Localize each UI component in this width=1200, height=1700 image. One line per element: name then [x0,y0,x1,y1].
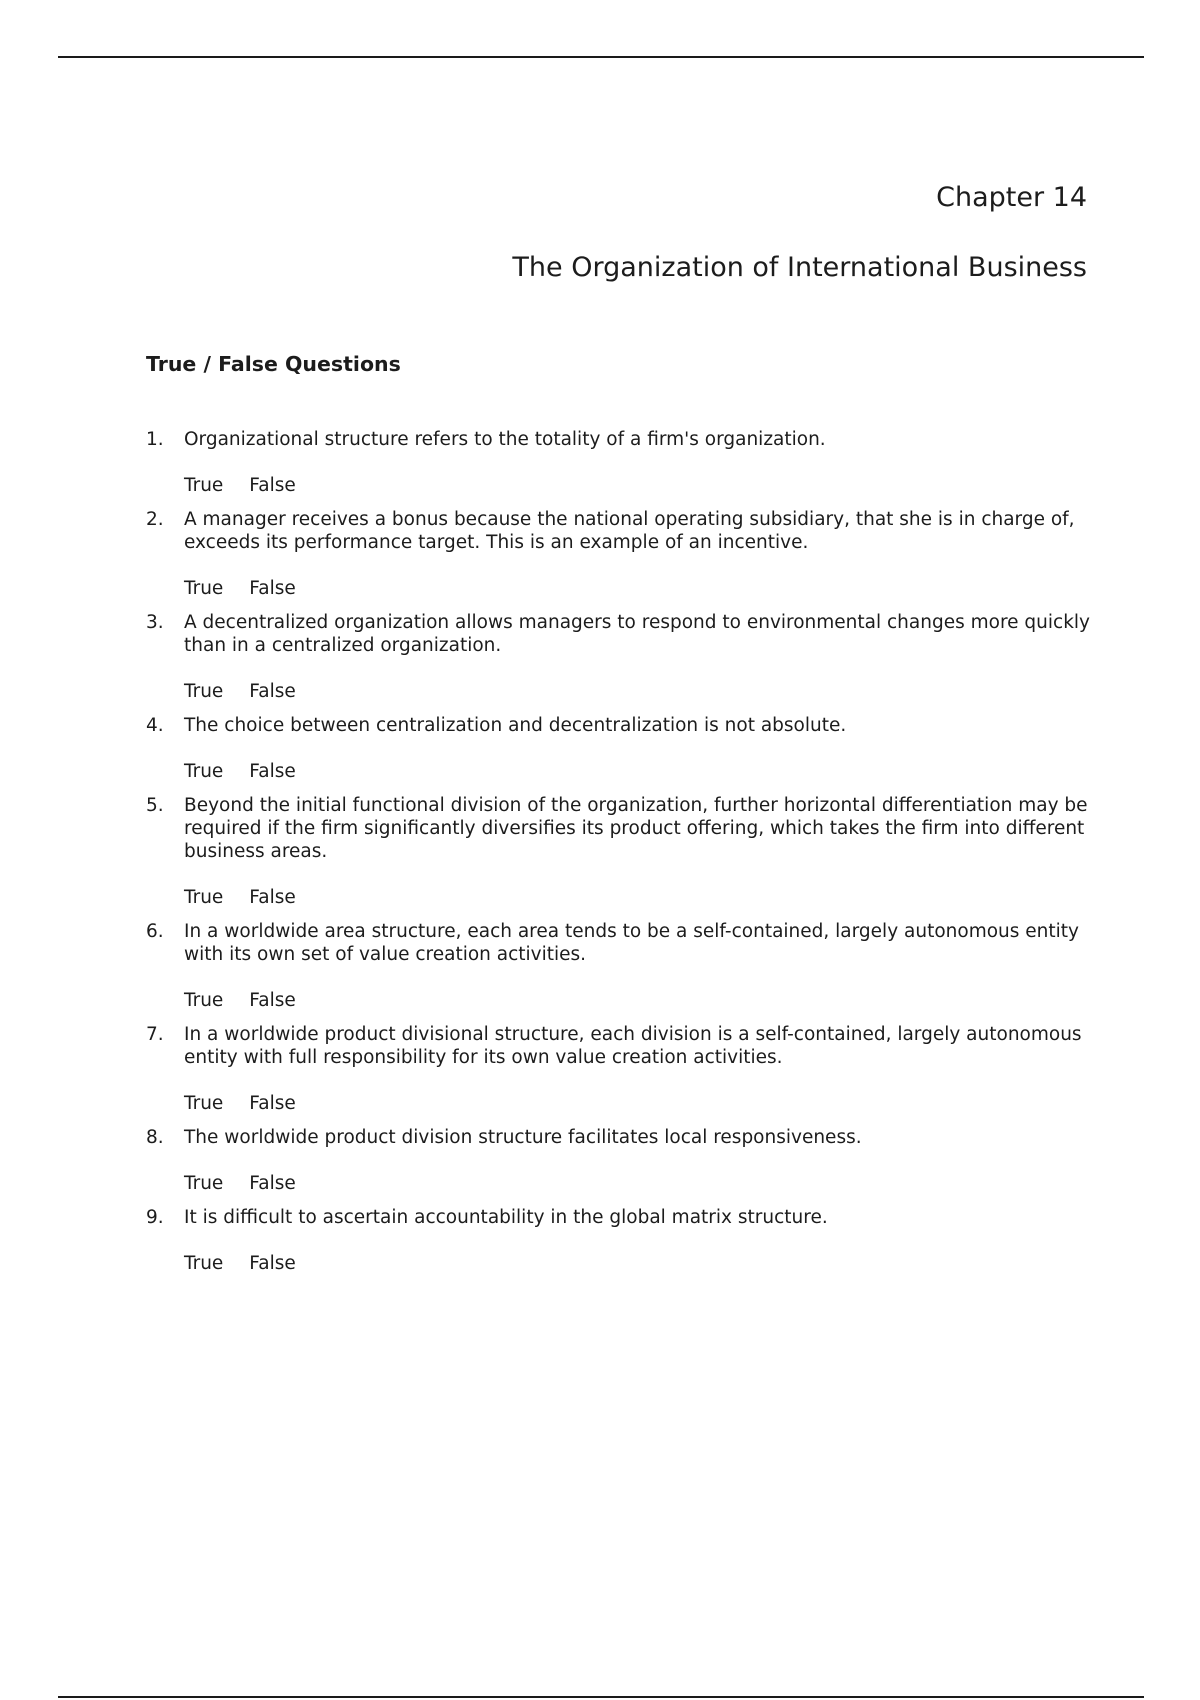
question-number: 8. [146,1127,164,1148]
question-text: The choice between centralization and decentralization is not absolute. [184,715,847,736]
option-true: True [184,1093,224,1114]
option-false: False [249,681,296,702]
answer-options [184,577,1096,600]
option-false: False [249,887,296,908]
answer-options [184,474,1096,497]
question-number: 6. [146,921,164,942]
question-item [146,428,1096,497]
option-false: False [249,1173,296,1194]
question-item [146,611,1096,703]
chapter-title: The Organization of International Business [512,252,1087,283]
question-text: In a worldwide product divisional structure, each division is a self-contained, largely autonomous entity with full responsibility for its own value creation activities. [184,1024,1082,1068]
option-true: True [184,475,224,496]
option-true: True [184,1253,224,1274]
question-item [146,794,1096,909]
question-text: Organizational structure refers to the totality of a firm's organization. [184,429,826,450]
question-item [146,1126,1096,1195]
option-false: False [249,1253,296,1274]
question-item [146,920,1096,1012]
question-text: It is difficult to ascertain accountability in the global matrix structure. [184,1207,828,1228]
option-true: True [184,761,224,782]
question-list [146,428,1096,1286]
option-false: False [249,990,296,1011]
answer-options [184,1092,1096,1115]
option-true: True [184,1173,224,1194]
bottom-divider [58,1696,1144,1698]
question-number: 7. [146,1024,164,1045]
answer-options [184,1172,1096,1195]
question-text: A manager receives a bonus because the national operating subsidiary, that she is in charge of, exceeds its performance target. This is an example of an incentive. [184,509,1075,553]
top-divider [58,56,1144,58]
option-false: False [249,761,296,782]
answer-options [184,989,1096,1012]
option-true: True [184,887,224,908]
question-item [146,508,1096,600]
question-text: The worldwide product division structure facilitates local responsiveness. [184,1127,862,1148]
question-text: In a worldwide area structure, each area tends to be a self-contained, largely autonomous entity with its own set of value creation activities. [184,921,1079,965]
option-true: True [184,578,224,599]
option-false: False [249,578,296,599]
question-number: 4. [146,715,164,736]
answer-options [184,680,1096,703]
answer-options [184,760,1096,783]
option-false: False [249,1093,296,1114]
question-number: 2. [146,509,164,530]
question-item [146,714,1096,783]
question-number: 5. [146,795,164,816]
question-text: A decentralized organization allows managers to respond to environmental changes more quickly than in a centralized organization. [184,612,1090,656]
section-heading: True / False Questions [146,352,401,376]
option-true: True [184,681,224,702]
question-number: 3. [146,612,164,633]
question-item [146,1023,1096,1115]
question-number: 9. [146,1207,164,1228]
option-false: False [249,475,296,496]
question-item [146,1206,1096,1275]
question-text: Beyond the initial functional division of the organization, further horizontal differentiation may be required if the firm significantly diversifies its product offering, which takes the firm into different business areas. [184,795,1088,862]
option-true: True [184,990,224,1011]
answer-options [184,886,1096,909]
answer-options [184,1252,1096,1275]
question-number: 1. [146,429,164,450]
chapter-number: Chapter 14 [936,182,1087,213]
